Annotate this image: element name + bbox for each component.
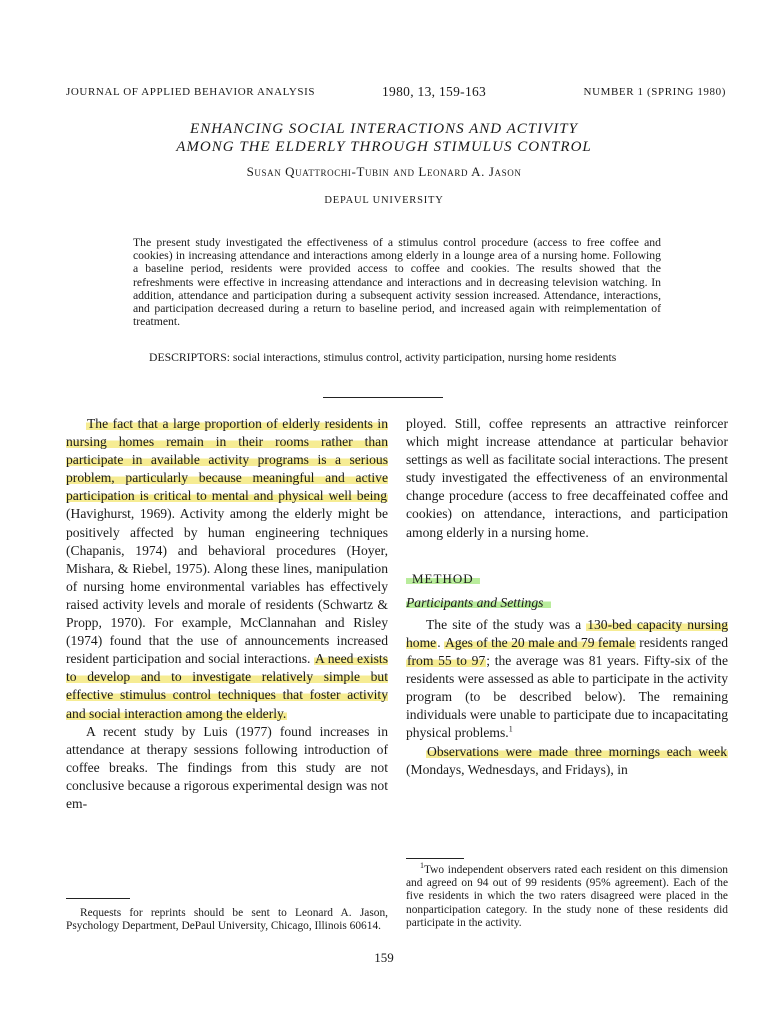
method-heading xyxy=(406,570,728,588)
highlight-range: from 55 to 97 xyxy=(407,653,486,669)
left-column xyxy=(66,415,388,813)
site-paragraph xyxy=(406,616,728,743)
volume-info: 1980, 13, 159-163 xyxy=(382,84,487,99)
participants-subheading xyxy=(406,594,728,612)
footnote-divider-left xyxy=(66,898,130,899)
observations-paragraph xyxy=(406,743,728,779)
observer-footnote-text: Two independent observers rated each resident on this dimension and agreed on 94 out of 99 residents (95% agreement). Each of the five residents in which the two raters disagreed were placed in the nonparticipation category. In the study none of these residents did participate in the activity. xyxy=(406,864,728,929)
intro-text: (Havighurst, 1969). Activity among the elderly might be positively affected by human engineering techniques (Chapanis, 1974) and behavioral procedures (Hoyer, Mishara, & Riebel, 1975). Along these lines, manipulation of nursing home environmental variables has effectively raised activity levels and morale of residents (Schwartz & Propp, 1970). For example, McClannahan and Risley (1974) found that the use of announcements increased resident participation and social interactions. xyxy=(66,506,388,667)
abstract: The present study investigated the effectiveness of a stimulus control procedure (access to free coffee and cookies) in increasing attendance and interactions among elderly in a lounge area of a nursing home. Following a baseline period, residents were provided access to coffee and cookies. The results showed that the refreshments were effective in increasing attendance and interactions and in decreasing television watching. In addition, attendance and participation during a subsequent activity session increased. Attendance, interactions, and participation decreased during a return to baseline period, and increased again with reimplementation of treatment. xyxy=(133,236,661,329)
section-divider xyxy=(323,397,443,398)
title-line-1: ENHANCING SOCIAL INTERACTIONS AND ACTIVITY xyxy=(190,121,578,137)
title-line-2: AMONG THE ELDERLY THROUGH STIMULUS CONTROL xyxy=(176,139,592,155)
highlight-ages: Ages of the 20 male and 79 female xyxy=(445,634,635,650)
issue-info: NUMBER 1 (SPRING 1980) xyxy=(583,86,726,98)
site-text-d: ; the average was 81 years. Fifty-six of the residents were assessed as able to participate in the activity program (to be described below). The remaining individuals were unable to participate due to incapacitating physical problems. xyxy=(406,653,728,741)
authors: Susan Quattrochi-Tubin and Leonard A. Jason xyxy=(246,164,522,179)
affiliation: DEPAUL UNIVERSITY xyxy=(324,195,444,206)
reprint-footnote: Requests for reprints should be sent to Leonard A. Jason, Psychology Department, DePaul University, Chicago, Illinois 60614. xyxy=(66,907,388,933)
site-text-b: . xyxy=(437,634,445,650)
footnote-ref[interactable]: 1 xyxy=(508,724,513,734)
highlight-observations: Observations were made three mornings each week xyxy=(427,743,727,759)
observations-text: (Mondays, Wednesdays, and Fridays), in xyxy=(406,761,628,777)
site-text-a: The site of the study was a xyxy=(426,616,587,632)
footnote-divider-right xyxy=(406,858,464,859)
descriptors xyxy=(133,351,661,364)
highlight-need: A need exists to develop and to investigate relatively simple but effective stimulus control techniques that foster activity and social interaction among the elderly. xyxy=(66,651,388,721)
continued-paragraph: ployed. Still, coffee represents an attractive reinforcer which might increase attendance at particular behavior settings as well as facilitate social interactions. The present study investigated the effectiveness of an environmental change procedure (access to free decaffeinated coffee and cookies) on attendance, interactions, and participation among elderly in a nursing home. xyxy=(406,416,728,540)
method-heading-text: METHOD xyxy=(406,571,480,586)
site-text-c: residents ranged xyxy=(635,634,729,650)
page-number: 159 xyxy=(374,950,394,965)
right-column xyxy=(406,415,728,779)
highlight-intro: The fact that a large proportion of elderly residents in nursing homes remain in their rooms rather than participate in available activity programs is a serious problem, particularly because meaningful and active participation is critical to mental and physical well being xyxy=(66,416,388,504)
descriptors-text: social interactions, stimulus control, activity participation, nursing home residents xyxy=(232,351,617,364)
intro-paragraph xyxy=(66,415,388,723)
highlight-capacity: 130-bed capacity nursing home xyxy=(406,616,728,650)
observer-footnote xyxy=(406,861,728,930)
journal-name: JOURNAL OF APPLIED BEHAVIOR ANALYSIS xyxy=(66,86,316,98)
footnote-mark: 1 xyxy=(420,861,424,871)
participants-subheading-text: Participants and Settings xyxy=(406,595,551,610)
descriptors-label: DESCRIPTORS: xyxy=(149,351,230,364)
luis-paragraph: A recent study by Luis (1977) found increases in attendance at therapy sessions following introduction of coffee breaks. The findings from this study are not conclusive because a rigorous experimental design was not em- xyxy=(66,723,388,811)
